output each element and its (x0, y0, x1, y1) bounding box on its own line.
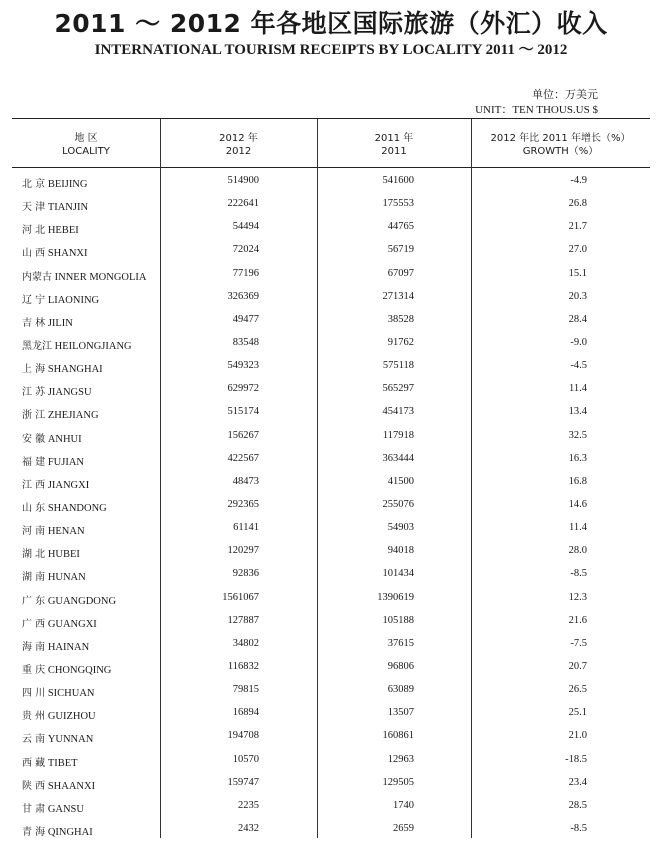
locality-cn: 山 东 (22, 502, 46, 514)
locality-cn: 甘 肃 (22, 803, 46, 815)
locality-cn: 广 东 (22, 595, 46, 607)
locality-cell (22, 291, 99, 306)
header-growth (471, 132, 650, 158)
growth-value: -8.5 (570, 822, 587, 834)
table-row (0, 518, 662, 541)
locality-cell (22, 198, 88, 213)
table-row (0, 333, 662, 356)
table-row (0, 750, 662, 773)
locality-cell (22, 499, 107, 514)
growth-value: 14.6 (568, 498, 587, 510)
value-2012: 222641 (227, 198, 259, 210)
locality-cell (22, 707, 96, 722)
value-2012: 159747 (227, 776, 259, 788)
value-2011: 255076 (382, 498, 414, 510)
locality-en: LIAONING (47, 294, 100, 306)
value-2011: 175553 (382, 198, 414, 210)
locality-en: HEBEI (47, 225, 79, 237)
locality-en: GUANGDONG (47, 595, 117, 607)
growth-value: -8.5 (570, 568, 587, 580)
header-2011 (317, 132, 471, 158)
locality-en: FUJIAN (47, 456, 84, 468)
locality-en: SHANDONG (47, 502, 107, 514)
growth-value: 28.5 (568, 799, 587, 811)
locality-cn: 河 南 (22, 526, 46, 538)
table-row (0, 657, 662, 680)
locality-cn: 海 南 (22, 641, 46, 653)
header-2011-cn: 2011 年 (374, 133, 414, 144)
value-2011: 575118 (382, 360, 414, 372)
table-row (0, 171, 662, 194)
table-row (0, 611, 662, 634)
value-2012: 2432 (238, 822, 259, 834)
growth-value: -4.5 (570, 360, 587, 372)
locality-cell (22, 406, 99, 421)
locality-cn: 天 津 (22, 202, 46, 214)
growth-value: 12.3 (568, 591, 587, 603)
locality-en: JIANGXI (47, 479, 90, 491)
value-2011: 41500 (387, 475, 414, 487)
table-row (0, 796, 662, 819)
locality-cn: 辽 宁 (22, 294, 46, 306)
value-2012: 92836 (232, 568, 259, 580)
value-2012: 77196 (232, 267, 259, 279)
locality-en: BEIJING (47, 179, 88, 190)
locality-cell (22, 522, 85, 537)
value-2012: 54494 (232, 221, 259, 233)
locality-cell (22, 823, 93, 838)
locality-cell (22, 383, 92, 398)
locality-cell (22, 684, 94, 699)
locality-en: ZHEJIANG (47, 410, 99, 422)
value-2011: 271314 (382, 290, 414, 302)
header-2012 (160, 132, 317, 158)
value-2011: 1740 (393, 799, 414, 811)
locality-cell (22, 268, 147, 283)
page-title-en: INTERNATIONAL TOURISM RECEIPTS BY LOCALITY 2011 ～ 2012 (94, 42, 568, 58)
growth-value: 26.5 (568, 684, 587, 696)
locality-cn: 四 川 (22, 688, 46, 700)
value-2012: 49477 (232, 313, 259, 325)
locality-en: GUANGXI (47, 618, 97, 630)
locality-cn: 青 海 (22, 826, 46, 838)
locality-cn: 吉 林 (22, 317, 46, 329)
growth-value: -7.5 (570, 637, 587, 649)
value-2012: 72024 (232, 244, 259, 256)
table-row (0, 773, 662, 796)
growth-value: 20.7 (568, 660, 587, 672)
header-locality-cn: 地 区 (74, 133, 98, 144)
locality-en: GANSU (47, 803, 84, 815)
value-2011: 91762 (387, 336, 414, 348)
growth-value: 21.6 (568, 614, 587, 626)
locality-cell (22, 221, 79, 236)
growth-value: 11.4 (569, 383, 587, 395)
table-row (0, 726, 662, 749)
locality-en: YUNNAN (47, 734, 94, 746)
value-2011: 454173 (382, 406, 414, 418)
value-2012: 292365 (227, 498, 259, 510)
locality-en: HENAN (47, 526, 85, 538)
locality-en: ANHUI (47, 433, 82, 445)
value-2012: 83548 (232, 336, 259, 348)
locality-en: INNER MONGOLIA (54, 271, 147, 283)
value-2012: 120297 (227, 545, 259, 557)
page-title-cn: 2011 ～ 2012 年各地区国际旅游（外汇）收入 (54, 9, 608, 38)
value-2011: 129505 (382, 776, 414, 788)
header-2012-cn: 2012 年 (219, 133, 258, 144)
table-top-rule (12, 118, 650, 119)
locality-cell (22, 568, 86, 583)
value-2012: 422567 (227, 452, 259, 464)
header-locality-en: LOCALITY (62, 146, 110, 157)
value-2011: 105188 (382, 614, 414, 626)
table-row (0, 449, 662, 472)
header-growth-cn: 2012 年比 2011 年增长（%） (490, 133, 631, 144)
value-2012: 326369 (227, 290, 259, 302)
locality-cn: 陕 西 (22, 780, 46, 792)
locality-en: CHONGQING (47, 664, 112, 676)
locality-en: TIANJIN (47, 202, 89, 214)
value-2012: 156267 (227, 429, 259, 441)
value-2012: 515174 (227, 406, 259, 418)
locality-cn: 湖 北 (22, 549, 46, 561)
locality-cn: 浙 江 (22, 410, 46, 422)
table-row (0, 703, 662, 726)
table-row (0, 310, 662, 333)
locality-cn: 重 庆 (22, 664, 46, 676)
value-2012: 116832 (227, 660, 259, 672)
table-row (0, 588, 662, 611)
locality-cell (22, 592, 116, 607)
value-2012: 514900 (227, 175, 259, 186)
locality-cn: 内蒙古 (22, 271, 52, 283)
table-row (0, 472, 662, 495)
table-row (0, 819, 662, 842)
value-2012: 194708 (227, 730, 259, 742)
table-body (0, 171, 662, 842)
value-2011: 56719 (387, 244, 414, 256)
value-2011: 160861 (382, 730, 414, 742)
value-2011: 54903 (387, 522, 414, 534)
growth-value: 21.0 (568, 730, 587, 742)
locality-cn: 安 徽 (22, 433, 46, 445)
locality-cell (22, 314, 73, 329)
locality-cn: 北 京 (22, 179, 46, 190)
locality-cn: 贵 州 (22, 711, 46, 723)
locality-en: GUIZHOU (47, 711, 96, 723)
value-2012: 10570 (232, 753, 259, 765)
table-row (0, 217, 662, 240)
table-row (0, 287, 662, 310)
value-2012: 16894 (232, 707, 259, 719)
locality-en: JILIN (47, 317, 73, 329)
locality-cell (22, 244, 87, 259)
locality-en: SHANGHAI (47, 364, 103, 376)
table-row (0, 426, 662, 449)
locality-en: SHANXI (47, 248, 88, 260)
value-2011: 1390619 (377, 591, 414, 603)
locality-en: JIANGSU (47, 387, 92, 399)
table-row (0, 495, 662, 518)
locality-cell (22, 730, 93, 745)
table-row (0, 541, 662, 564)
locality-cn: 黑龙江 (22, 340, 52, 352)
table-row (0, 264, 662, 287)
growth-value: 32.5 (568, 429, 587, 441)
value-2011: 96806 (387, 660, 414, 672)
locality-cell (22, 615, 97, 630)
table-row (0, 379, 662, 402)
value-2011: 101434 (382, 568, 414, 580)
table-row (0, 402, 662, 425)
growth-value: -4.9 (570, 175, 587, 186)
value-2011: 63089 (387, 684, 414, 696)
growth-value: 26.8 (568, 198, 587, 210)
value-2011: 44765 (387, 221, 414, 233)
table-header-rule (12, 167, 650, 168)
table-row (0, 240, 662, 263)
locality-cell (22, 453, 84, 468)
header-2012-en: 2012 (225, 146, 252, 157)
locality-en: TIBET (47, 757, 78, 769)
header-locality (12, 132, 160, 158)
locality-cn: 江 西 (22, 479, 46, 491)
locality-cell (22, 175, 87, 190)
table-row (0, 680, 662, 703)
table-row (0, 564, 662, 587)
locality-cell (22, 638, 89, 653)
table-row (0, 634, 662, 657)
locality-en: HAINAN (47, 641, 90, 653)
locality-cell (22, 800, 84, 815)
value-2011: 67097 (387, 267, 414, 279)
value-2012: 34802 (232, 637, 259, 649)
locality-cn: 广 西 (22, 618, 46, 630)
growth-value: 23.4 (568, 776, 587, 788)
growth-value: 28.0 (568, 545, 587, 557)
locality-en: SICHUAN (47, 688, 95, 700)
value-2011: 541600 (382, 175, 414, 186)
value-2011: 565297 (382, 383, 414, 395)
growth-value: -18.5 (565, 753, 587, 765)
locality-cell (22, 337, 132, 352)
value-2012: 61141 (233, 522, 259, 534)
header-growth-en: GROWTH（%） (522, 146, 599, 157)
value-2011: 363444 (382, 452, 414, 464)
locality-cn: 山 西 (22, 248, 46, 260)
growth-value: 27.0 (568, 244, 587, 256)
growth-value: -9.0 (570, 336, 587, 348)
growth-value: 21.7 (568, 221, 587, 233)
value-2011: 13507 (387, 707, 414, 719)
value-2012: 2235 (238, 799, 259, 811)
locality-en: QINGHAI (47, 826, 93, 838)
value-2011: 117918 (382, 429, 414, 441)
locality-en: SHAANXI (47, 780, 96, 792)
table-row (0, 356, 662, 379)
locality-cn: 西 藏 (22, 757, 46, 769)
growth-value: 16.3 (568, 452, 587, 464)
locality-cell (22, 754, 78, 769)
locality-cn: 上 海 (22, 364, 46, 376)
locality-en: HUNAN (47, 572, 86, 584)
value-2012: 1561067 (222, 591, 259, 603)
locality-en: HUBEI (47, 549, 80, 561)
header-2011-en: 2011 (381, 146, 407, 157)
growth-value: 28.4 (568, 313, 587, 325)
locality-cn: 江 苏 (22, 387, 46, 399)
locality-cell (22, 661, 111, 676)
locality-cell (22, 777, 95, 792)
value-2011: 94018 (387, 545, 414, 557)
locality-cell (22, 545, 80, 560)
value-2011: 37615 (387, 637, 414, 649)
locality-en: HEILONGJIANG (54, 340, 132, 352)
value-2012: 79815 (232, 684, 259, 696)
locality-cn: 福 建 (22, 456, 46, 468)
locality-cn: 湖 南 (22, 572, 46, 584)
growth-value: 13.4 (568, 406, 587, 418)
growth-value: 15.1 (568, 267, 587, 279)
locality-cn: 云 南 (22, 734, 46, 746)
growth-value: 16.8 (568, 475, 587, 487)
unit-label-en: UNIT：TEN THOUS.US $ (475, 104, 598, 116)
growth-value: 25.1 (568, 707, 587, 719)
value-2011: 12963 (387, 753, 414, 765)
locality-cell (22, 360, 103, 375)
growth-value: 20.3 (568, 290, 587, 302)
locality-cn: 河 北 (22, 225, 46, 237)
value-2012: 127887 (227, 614, 259, 626)
value-2012: 549323 (227, 360, 259, 372)
unit-label-cn: 单位：万美元 (532, 88, 598, 101)
value-2012: 629972 (227, 383, 259, 395)
value-2011: 2659 (393, 822, 414, 834)
table-row (0, 194, 662, 217)
value-2011: 38528 (387, 313, 414, 325)
locality-cell (22, 430, 82, 445)
growth-value: 11.4 (569, 522, 587, 534)
locality-cell (22, 476, 89, 491)
value-2012: 48473 (232, 475, 259, 487)
